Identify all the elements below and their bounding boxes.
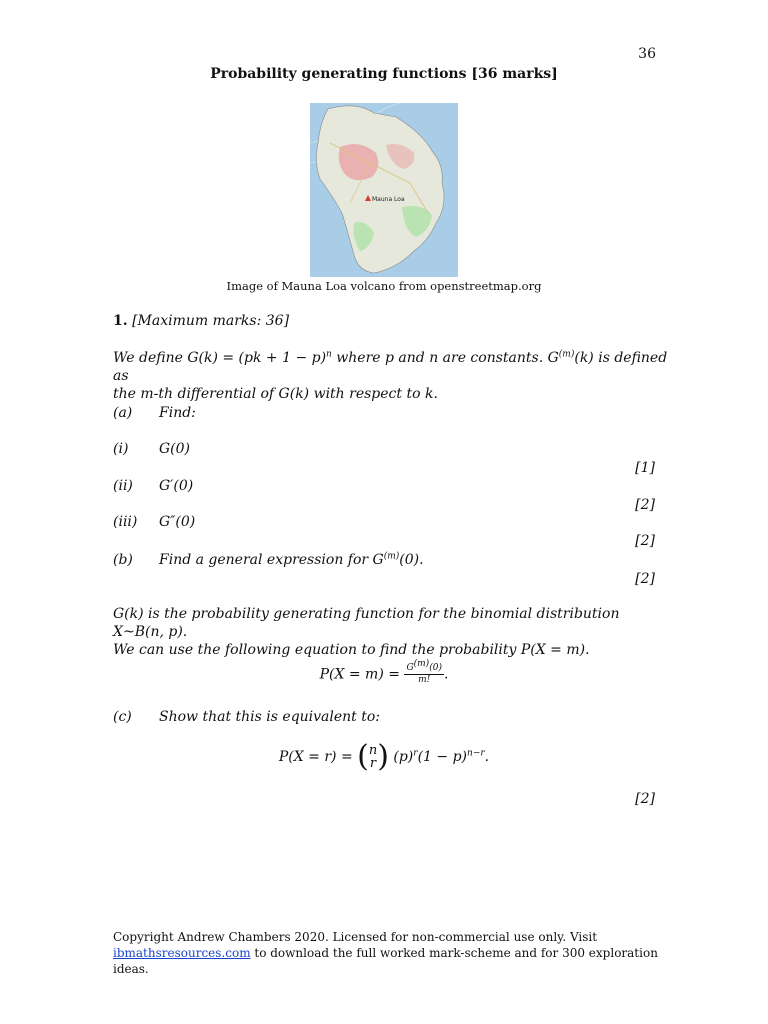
equation-binomial	[0, 739, 768, 774]
eq2-binomial-coefficient: (n r)	[357, 739, 389, 774]
part-iii-label: (iii)	[113, 514, 138, 530]
eq2-end: .	[484, 749, 490, 765]
eq1-lhs: P(X = m) =	[319, 666, 405, 683]
map-marker-label: Mauna Loa	[372, 196, 405, 203]
eq2-q-exp: n−r	[467, 748, 485, 759]
eq2-binom-bottom: r	[369, 756, 377, 771]
part-iii-marks: [2]	[635, 533, 655, 549]
figure-caption: Image of Mauna Loa volcano from openstreetmap.org	[226, 279, 542, 293]
eq1-numerator	[404, 659, 444, 675]
part-b-derivative-order: (m)	[383, 551, 400, 562]
part-c-marks: [2]	[635, 791, 655, 807]
part-a-text: Find:	[159, 405, 196, 421]
part-b-marks: [2]	[635, 571, 655, 587]
pgf-explanation	[113, 605, 673, 659]
question-header	[113, 312, 289, 330]
eq2-lhs: P(X = r) =	[278, 749, 358, 765]
part-i-text: G(0)	[159, 441, 191, 457]
intro-exponent: n	[326, 349, 332, 360]
equation-pmf-derivative	[0, 659, 768, 686]
max-marks: [Maximum marks: 36]	[132, 313, 290, 329]
eq1-num-end: (0)	[429, 663, 442, 673]
intro-text-b: where p and n are constants. G	[331, 350, 559, 366]
part-c-text: Show that this is equivalent to:	[159, 709, 381, 725]
intro-text-c: (k) is defined as	[113, 350, 668, 384]
intro-derivative-order: (m)	[558, 349, 575, 360]
pgf-line-2: We can use the following equation to find the probability P(X = m).	[113, 642, 590, 658]
part-i-label: (i)	[113, 441, 129, 457]
eq2-p: (p)	[388, 749, 414, 765]
part-ii-text: G′(0)	[159, 478, 194, 494]
eq1-denominator: m!	[418, 675, 431, 685]
eq2-binom-top: n	[368, 743, 378, 758]
pgf-line-1: G(k) is the probability generating function for the binomial distribution X~B(n, p).	[113, 606, 620, 640]
page-number: 36	[638, 46, 656, 62]
part-ii-marks: [2]	[635, 497, 655, 513]
question-intro	[113, 349, 673, 403]
eq1-fraction	[404, 659, 444, 686]
question-number: 1.	[113, 313, 128, 329]
part-ii-label: (ii)	[113, 478, 133, 494]
intro-line-2: the m-th differential of G(k) with respect to k.	[113, 386, 438, 402]
part-b-label: (b)	[113, 552, 133, 568]
eq2-q: (1 − p)	[417, 749, 468, 765]
part-iii-text: G″(0)	[159, 514, 196, 530]
footer-line-1: Copyright Andrew Chambers 2020. Licensed for non-commercial use only. Visit	[113, 930, 598, 944]
eq1-num-g: G	[406, 663, 414, 673]
map-image	[310, 103, 458, 277]
part-a-label: (a)	[113, 405, 133, 421]
eq2-p-exp: r	[413, 748, 418, 759]
part-b-text-end: (0).	[399, 552, 424, 568]
footer-link[interactable]: ibmathsresources.com	[113, 946, 251, 960]
page-title: Probability generating functions [36 marks]	[210, 66, 558, 82]
intro-text: We define G(k) = (pk + 1 − p)	[113, 350, 327, 366]
eq1-end: .	[443, 666, 449, 683]
part-i-marks: [1]	[635, 460, 655, 476]
footer-line-2: to download the full worked mark-scheme and for 300 exploration ideas.	[113, 946, 658, 976]
copyright-footer	[113, 929, 673, 977]
eq1-num-order: (m)	[413, 659, 430, 669]
part-c-label: (c)	[113, 709, 132, 725]
part-b-text	[159, 551, 424, 569]
part-b-text-main: Find a general expression for G	[159, 552, 384, 568]
